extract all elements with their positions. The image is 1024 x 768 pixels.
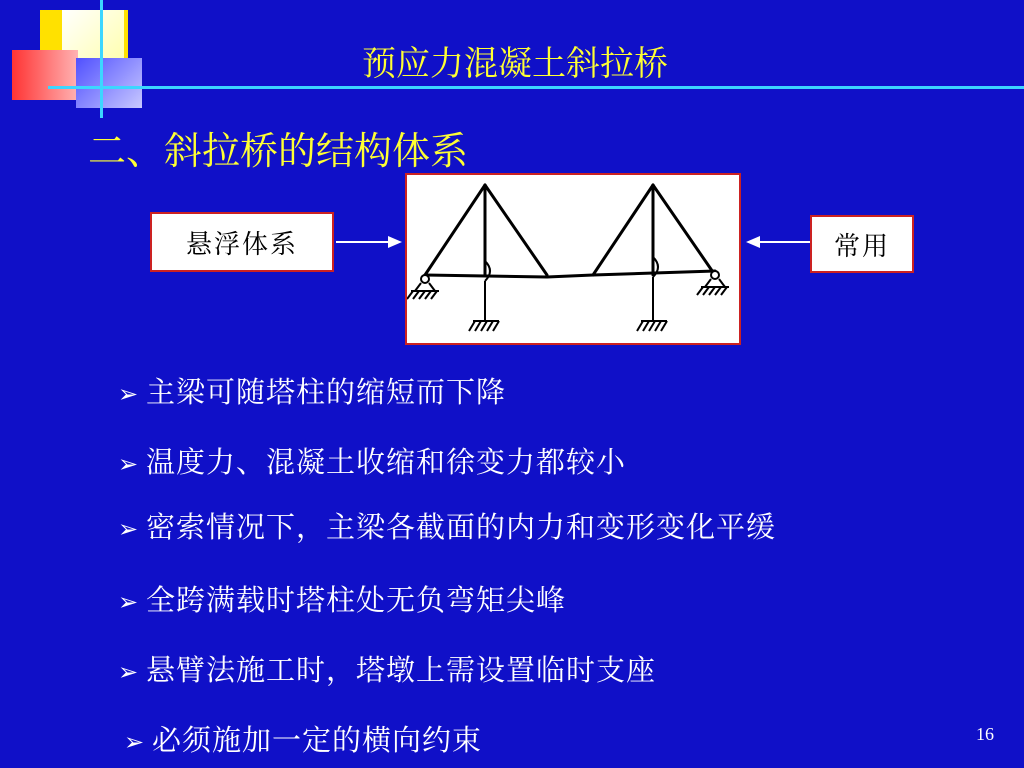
arrow-left-icon [744,232,814,252]
bullet-item [118,505,776,546]
bullet-marker-icon: ➢ [118,658,140,686]
page-number: 16 [976,724,994,744]
bullet-item [118,370,506,411]
label-common: 常用 [810,215,914,273]
bullet-item [118,648,656,689]
bullet-marker-icon: ➢ [124,728,146,756]
bullet-item [124,718,482,759]
bullet-marker-icon: ➢ [118,380,140,408]
bullet-item [118,440,626,481]
bridge-structure-drawing [407,175,739,343]
bullet-text: 必须施加一定的横向约束 [152,723,483,757]
cable-stayed-bridge-diagram [405,173,741,345]
bullet-text: 主梁可随塔柱的缩短而下降 [146,375,507,409]
decor-horizontal-line [48,86,1024,89]
arrow-right-icon [334,232,404,252]
bullet-marker-icon: ➢ [118,515,140,543]
decor-red-square [12,50,78,100]
bullet-marker-icon: ➢ [118,588,140,616]
decor-blue-square [76,58,142,108]
bullet-text: 密索情况下，主梁各截面的内力和变形变化平缓 [146,510,777,544]
section-heading: 二、斜拉桥的结构体系 [88,129,469,173]
decor-vertical-line [100,0,103,118]
bullet-text: 温度力、混凝土收缩和徐变力都较小 [146,445,627,479]
bullet-text: 全跨满载时塔柱处无负弯矩尖峰 [146,583,567,617]
bullet-text: 悬臂法施工时，塔墩上需设置临时支座 [146,653,657,687]
bullet-item [118,578,566,619]
slide-title: 预应力混凝土斜拉桥 [362,44,668,84]
bullet-marker-icon: ➢ [118,450,140,478]
label-floating-system: 悬浮体系 [150,212,334,272]
